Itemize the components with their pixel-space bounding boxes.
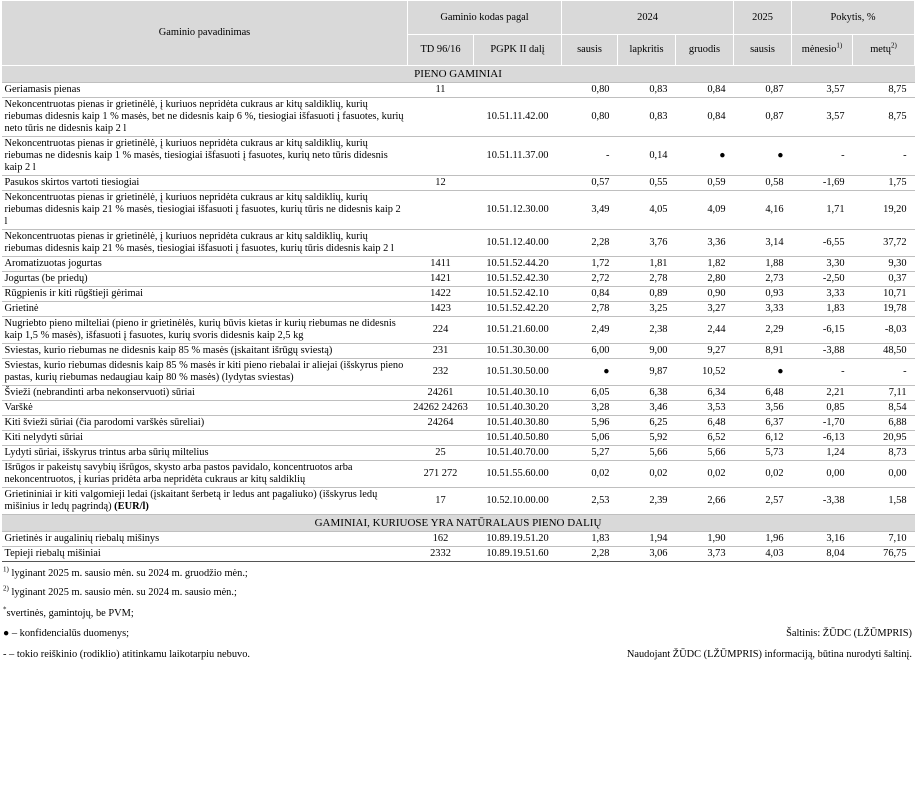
pgpk-code-cell: 10.51.21.60.00 (474, 317, 562, 344)
product-name-cell: Tepieji riebalų mišiniai (2, 547, 408, 562)
td-code-cell (408, 230, 474, 257)
price-jan-2025-cell: 0,58 (734, 176, 792, 191)
price-nov-2024-cell: 4,05 (618, 191, 676, 230)
price-jan-2024-cell: 2,28 (562, 547, 618, 562)
header-pgpk: PGPK II dalį (474, 35, 562, 66)
price-jan-2025-cell: 4,03 (734, 547, 792, 562)
table-row (2, 532, 915, 547)
yearly-change-cell: 1,75 (853, 176, 915, 191)
price-nov-2024-cell: 9,87 (618, 359, 676, 386)
pgpk-code-cell: 10.51.12.30.00 (474, 191, 562, 230)
price-nov-2024-cell: 0,02 (618, 461, 676, 488)
section-header-dairy: PIENO GAMINIAI (2, 66, 915, 83)
price-dec-2024-cell: 0,90 (676, 287, 734, 302)
yearly-change-cell: -8,03 (853, 317, 915, 344)
yearly-change-cell: 37,72 (853, 230, 915, 257)
yearly-change-cell: 19,20 (853, 191, 915, 230)
td-code-cell: 24264 (408, 416, 474, 431)
table-row (2, 176, 915, 191)
table-row (2, 386, 915, 401)
yearly-change-cell: 1,58 (853, 488, 915, 515)
price-jan-2024-cell: 2,28 (562, 230, 618, 257)
price-jan-2024-cell: ● (562, 359, 618, 386)
pgpk-code-cell: 10.51.30.50.00 (474, 359, 562, 386)
price-jan-2024-cell: 0,02 (562, 461, 618, 488)
price-jan-2024-cell: 2,78 (562, 302, 618, 317)
price-nov-2024-cell: 0,89 (618, 287, 676, 302)
price-jan-2025-cell: 0,87 (734, 98, 792, 137)
price-jan-2024-cell: 1,83 (562, 532, 618, 547)
product-name-cell: Kiti nelydyti sūriai (2, 431, 408, 446)
price-dec-2024-cell: 3,53 (676, 401, 734, 416)
product-name-cell: Sviestas, kurio riebumas ne didesnis kaip 85 % masės (įskaitant išrūgų sviestą) (2, 344, 408, 359)
monthly-change-cell: 0,00 (792, 461, 853, 488)
td-code-cell (408, 431, 474, 446)
monthly-change-cell: -1,70 (792, 416, 853, 431)
yearly-change-cell: 48,50 (853, 344, 915, 359)
price-dec-2024-cell: 2,80 (676, 272, 734, 287)
table-row (2, 191, 915, 230)
product-name-cell: Geriamasis pienas (2, 83, 408, 98)
pgpk-code-cell: 10.51.52.42.20 (474, 302, 562, 317)
price-jan-2024-cell: 3,49 (562, 191, 618, 230)
td-code-cell (408, 98, 474, 137)
product-name-cell: Lydyti sūriai, išskyrus trintus arba sūrių miltelius (2, 446, 408, 461)
table-row (2, 83, 915, 98)
monthly-change-cell: -6,13 (792, 431, 853, 446)
yearly-change-cell: 0,37 (853, 272, 915, 287)
td-code-cell: 1423 (408, 302, 474, 317)
monthly-change-cell: - (792, 359, 853, 386)
pgpk-code-cell (474, 176, 562, 191)
monthly-change-cell: 1,24 (792, 446, 853, 461)
table-row (2, 344, 915, 359)
td-code-cell: 162 (408, 532, 474, 547)
product-name-cell: Nugriebto pieno milteliai (pieno ir grietinėlės, kurių būvis kietas ir kurių riebumas ne didesnis kaip 1,5 % masės), išfasuoti į fasuotes, kurių svoris didesnis kaip 2,5 kg (2, 317, 408, 344)
price-jan-2024-cell: 5,06 (562, 431, 618, 446)
section-header-natural-milk: GAMINIAI, KURIUOSE YRA NATŪRALAUS PIENO DALIŲ (2, 515, 915, 532)
product-name-cell: Nekoncentruotas pienas ir grietinėlė, į kuriuos nepridėta cukraus ar kitų saldiklių, kurių riebumas didesnis kaip 21 % masės, tiesiogiai išfasuoti į fasuotes, kurių tūris ne didesnis kaip 2 l (2, 191, 408, 230)
price-dec-2024-cell: 10,52 (676, 359, 734, 386)
td-code-cell: 24262 24263 (408, 401, 474, 416)
price-dec-2024-cell: 0,02 (676, 461, 734, 488)
price-nov-2024-cell: 9,00 (618, 344, 676, 359)
pgpk-code-cell: 10.51.11.37.00 (474, 137, 562, 176)
product-name-cell: Aromatizuotas jogurtas (2, 257, 408, 272)
monthly-change-cell: 0,85 (792, 401, 853, 416)
td-code-cell: 12 (408, 176, 474, 191)
product-name-cell: Rūgpienis ir kiti rūgštieji gėrimai (2, 287, 408, 302)
monthly-change-cell: 1,71 (792, 191, 853, 230)
header-monthly: mėnesio$^{1)}$ (792, 35, 853, 66)
monthly-change-cell: 1,83 (792, 302, 853, 317)
yearly-change-cell: 8,75 (853, 83, 915, 98)
footnote-2: $^{2)}$ lyginant 2025 m. sausio mėn. su 2024 m. sausio mėn.; (3, 584, 237, 598)
pgpk-code-cell: 10.51.40.50.80 (474, 431, 562, 446)
price-nov-2024-cell: 0,83 (618, 83, 676, 98)
product-name-cell: Varškė (2, 401, 408, 416)
product-name-cell: Grietinė (2, 302, 408, 317)
price-nov-2024-cell: 2,78 (618, 272, 676, 287)
price-dec-2024-cell: 1,90 (676, 532, 734, 547)
price-nov-2024-cell: 2,39 (618, 488, 676, 515)
price-nov-2024-cell: 5,92 (618, 431, 676, 446)
yearly-change-cell: 9,30 (853, 257, 915, 272)
price-jan-2025-cell: 2,73 (734, 272, 792, 287)
header-yearly: metų$^{2)}$ (853, 35, 915, 66)
table-row (2, 488, 915, 515)
td-code-cell (408, 137, 474, 176)
product-name-cell: Sviestas, kurio riebumas didesnis kaip 85 % masės ir kiti pieno riebalai ir aliejai (išskyrus pieno pastas, kurių riebumas nedaugiau kaip 80 % masės) (lydytas sviestas) (2, 359, 408, 386)
monthly-change-cell: -1,69 (792, 176, 853, 191)
header-year-2025: 2025 (734, 1, 792, 35)
td-code-cell: 1421 (408, 272, 474, 287)
td-code-cell (408, 191, 474, 230)
price-nov-2024-cell: 1,94 (618, 532, 676, 547)
yearly-change-cell: 10,71 (853, 287, 915, 302)
td-code-cell: 271 272 (408, 461, 474, 488)
footnote-3: *svertinės, gamintojų, be PVM; (3, 605, 134, 619)
price-jan-2024-cell: 6,00 (562, 344, 618, 359)
monthly-change-cell: 3,57 (792, 98, 853, 137)
td-code-cell: 24261 (408, 386, 474, 401)
monthly-change-cell: - (792, 137, 853, 176)
price-jan-2024-cell: 5,27 (562, 446, 618, 461)
yearly-change-cell: - (853, 359, 915, 386)
price-dec-2024-cell: 2,66 (676, 488, 734, 515)
price-jan-2025-cell: 4,16 (734, 191, 792, 230)
product-name-cell: Išrūgos ir pakeistų savybių išrūgos, skysto arba pastos pavidalo, koncentruotos arba nekoncentruotos, į kurias pridėta arba nepridėta cukraus ar kitų saldiklių (2, 461, 408, 488)
monthly-change-cell: 3,33 (792, 287, 853, 302)
yearly-change-cell: 0,00 (853, 461, 915, 488)
yearly-change-cell: 8,75 (853, 98, 915, 137)
yearly-change-cell: 8,54 (853, 401, 915, 416)
price-jan-2024-cell: 1,72 (562, 257, 618, 272)
price-dec-2024-cell: 6,52 (676, 431, 734, 446)
price-jan-2025-cell: 0,93 (734, 287, 792, 302)
header-jan-2024: sausis (562, 35, 618, 66)
product-name-cell: Jogurtas (be priedų) (2, 272, 408, 287)
monthly-change-cell: -3,38 (792, 488, 853, 515)
pgpk-code-cell (474, 83, 562, 98)
source: Šaltinis: ŽŪDC (LŽŪMPRIS) (786, 628, 912, 639)
header-td: TD 96/16 (408, 35, 474, 66)
yearly-change-cell: 8,73 (853, 446, 915, 461)
price-dec-2024-cell: 5,66 (676, 446, 734, 461)
price-dec-2024-cell: 3,27 (676, 302, 734, 317)
price-jan-2025-cell: 6,48 (734, 386, 792, 401)
price-nov-2024-cell: 3,25 (618, 302, 676, 317)
yearly-change-cell: 76,75 (853, 547, 915, 562)
price-jan-2025-cell: 0,87 (734, 83, 792, 98)
price-nov-2024-cell: 6,25 (618, 416, 676, 431)
price-jan-2024-cell: 6,05 (562, 386, 618, 401)
td-code-cell: 232 (408, 359, 474, 386)
header-change-group: Pokytis, % (792, 1, 915, 35)
yearly-change-cell: 7,10 (853, 532, 915, 547)
price-jan-2025-cell: 6,37 (734, 416, 792, 431)
product-name-cell: Švieži (nebrandinti arba nekonservuoti) sūriai (2, 386, 408, 401)
price-jan-2025-cell: 0,02 (734, 461, 792, 488)
table-row (2, 401, 915, 416)
td-code-cell: 1411 (408, 257, 474, 272)
price-jan-2024-cell: - (562, 137, 618, 176)
pgpk-code-cell: 10.89.19.51.60 (474, 547, 562, 562)
table-body (2, 66, 915, 562)
price-dec-2024-cell: 4,09 (676, 191, 734, 230)
pgpk-code-cell: 10.51.52.44.20 (474, 257, 562, 272)
price-jan-2024-cell: 0,80 (562, 83, 618, 98)
header-row-1 (2, 1, 915, 35)
td-code-cell: 231 (408, 344, 474, 359)
pgpk-code-cell: 10.51.52.42.10 (474, 287, 562, 302)
table-row (2, 547, 915, 562)
price-jan-2025-cell: 2,29 (734, 317, 792, 344)
price-jan-2024-cell: 2,72 (562, 272, 618, 287)
table-row (2, 431, 915, 446)
price-jan-2024-cell: 0,80 (562, 98, 618, 137)
td-code-cell: 2332 (408, 547, 474, 562)
price-nov-2024-cell: 1,81 (618, 257, 676, 272)
table-row (2, 359, 915, 386)
price-dec-2024-cell: ● (676, 137, 734, 176)
monthly-change-cell: -2,50 (792, 272, 853, 287)
header-dec-2024: gruodis (676, 35, 734, 66)
price-dec-2024-cell: 6,34 (676, 386, 734, 401)
price-nov-2024-cell: 3,76 (618, 230, 676, 257)
td-code-cell: 11 (408, 83, 474, 98)
table-row (2, 98, 915, 137)
pgpk-code-cell: 10.51.40.30.20 (474, 401, 562, 416)
pgpk-code-cell: 10.52.10.00.00 (474, 488, 562, 515)
source-note: Naudojant ŽŪDC (LŽŪMPRIS) informaciją, būtina nurodyti šaltinį. (626, 649, 912, 660)
pgpk-code-cell: 10.51.40.70.00 (474, 446, 562, 461)
pgpk-code-cell: 10.51.55.60.00 (474, 461, 562, 488)
product-name-cell: Nekoncentruotas pienas ir grietinėlė, į kuriuos nepridėta cukraus ar kitų saldiklių, kurių riebumas ne didesnis kaip 1 % masės, tiesiogiai išfasuoti į fasuotes, kurių neto tūris didesnis kaip 2 l (2, 137, 408, 176)
price-nov-2024-cell: 0,55 (618, 176, 676, 191)
price-jan-2024-cell: 2,49 (562, 317, 618, 344)
monthly-change-cell: 3,30 (792, 257, 853, 272)
yearly-change-cell: 20,95 (853, 431, 915, 446)
yearly-change-cell: 7,11 (853, 386, 915, 401)
td-code-cell: 224 (408, 317, 474, 344)
table-row (2, 137, 915, 176)
price-dec-2024-cell: 0,59 (676, 176, 734, 191)
product-name-cell: Nekoncentruotas pienas ir grietinėlė, į kuriuos nepridėta cukraus ar kitų saldiklių, kurių riebumas didesnis kaip 21 % masės, tiesiogiai išfasuoti į fasuotes, kurių tūris didesnis kaip 2 l (2, 230, 408, 257)
price-jan-2025-cell: 3,56 (734, 401, 792, 416)
price-jan-2025-cell: 3,14 (734, 230, 792, 257)
dairy-prices-table (1, 0, 915, 562)
td-code-cell: 1422 (408, 287, 474, 302)
table-row (2, 317, 915, 344)
price-nov-2024-cell: 0,14 (618, 137, 676, 176)
monthly-change-cell: 3,57 (792, 83, 853, 98)
pgpk-code-cell: 10.51.30.30.00 (474, 344, 562, 359)
pgpk-code-cell: 10.51.40.30.80 (474, 416, 562, 431)
yearly-change-cell: 19,78 (853, 302, 915, 317)
price-jan-2024-cell: 3,28 (562, 401, 618, 416)
price-jan-2025-cell: 5,73 (734, 446, 792, 461)
table-row (2, 230, 915, 257)
table-row (2, 446, 915, 461)
table-row (2, 416, 915, 431)
header-code-group: Gaminio kodas pagal (408, 1, 562, 35)
yearly-change-cell: - (853, 137, 915, 176)
price-jan-2025-cell: 6,12 (734, 431, 792, 446)
price-jan-2024-cell: 0,84 (562, 287, 618, 302)
product-name-cell: Nekoncentruotas pienas ir grietinėlė, į kuriuos nepridėta cukraus ar kitų saldiklių, kurių riebumas didesnis kaip 1 % masės, bet ne didesnis kaip 6 %, tiesiogiai išfasuoti į fasuotes, kurių neto tūris ne didesnis kaip 2 l (2, 98, 408, 137)
product-name-cell: Pasukos skirtos vartoti tiesiogiai (2, 176, 408, 191)
price-nov-2024-cell: 6,38 (618, 386, 676, 401)
td-code-cell: 25 (408, 446, 474, 461)
price-jan-2025-cell: ● (734, 359, 792, 386)
price-dec-2024-cell: 0,84 (676, 83, 734, 98)
price-dec-2024-cell: 3,73 (676, 547, 734, 562)
footnote-confidential: ● – konfidencialūs duomenys; (3, 628, 130, 639)
price-dec-2024-cell: 9,27 (676, 344, 734, 359)
footnote-none: - – tokio reiškinio (rodiklio) atitinkamu laikotarpiu nebuvo. (3, 649, 251, 660)
header-nov-2024: lapkritis (618, 35, 676, 66)
product-name-cell: Grietininiai ir kiti valgomieji ledai (įskaitant šerbetą ir ledus ant pagaliuko) (išskyrus ledų mišinius ir ledų pagrindą) (EUR/l) (2, 488, 408, 515)
header-name: Gaminio pavadinimas (2, 1, 408, 66)
price-dec-2024-cell: 3,36 (676, 230, 734, 257)
table-row (2, 302, 915, 317)
table-row (2, 287, 915, 302)
pgpk-code-cell: 10.89.19.51.20 (474, 532, 562, 547)
price-jan-2025-cell: 8,91 (734, 344, 792, 359)
table-row (2, 257, 915, 272)
price-jan-2024-cell: 0,57 (562, 176, 618, 191)
footnote-1: $^{1)}$ lyginant 2025 m. sausio mėn. su 2024 m. gruodžio mėn.; (3, 565, 248, 579)
price-dec-2024-cell: 6,48 (676, 416, 734, 431)
price-nov-2024-cell: 0,83 (618, 98, 676, 137)
price-dec-2024-cell: 0,84 (676, 98, 734, 137)
price-report (1, 0, 914, 668)
price-jan-2025-cell: 1,96 (734, 532, 792, 547)
monthly-change-cell: 2,21 (792, 386, 853, 401)
price-jan-2025-cell: 2,57 (734, 488, 792, 515)
yearly-change-cell: 6,88 (853, 416, 915, 431)
header-year-2024: 2024 (562, 1, 734, 35)
pgpk-code-cell: 10.51.11.42.00 (474, 98, 562, 137)
price-dec-2024-cell: 1,82 (676, 257, 734, 272)
price-jan-2025-cell: 3,33 (734, 302, 792, 317)
price-nov-2024-cell: 3,06 (618, 547, 676, 562)
pgpk-code-cell: 10.51.52.42.30 (474, 272, 562, 287)
footnotes (1, 565, 914, 668)
price-jan-2024-cell: 5,96 (562, 416, 618, 431)
price-jan-2024-cell: 2,53 (562, 488, 618, 515)
monthly-change-cell: 8,04 (792, 547, 853, 562)
price-nov-2024-cell: 2,38 (618, 317, 676, 344)
pgpk-code-cell: 10.51.12.40.00 (474, 230, 562, 257)
price-nov-2024-cell: 3,46 (618, 401, 676, 416)
header-jan-2025: sausis (734, 35, 792, 66)
price-jan-2025-cell: ● (734, 137, 792, 176)
table-row (2, 461, 915, 488)
price-jan-2025-cell: 1,88 (734, 257, 792, 272)
table-row (2, 272, 915, 287)
td-code-cell: 17 (408, 488, 474, 515)
product-name-cell: Grietinės ir augalinių riebalų mišinys (2, 532, 408, 547)
price-dec-2024-cell: 2,44 (676, 317, 734, 344)
price-nov-2024-cell: 5,66 (618, 446, 676, 461)
monthly-change-cell: -6,55 (792, 230, 853, 257)
monthly-change-cell: 3,16 (792, 532, 853, 547)
pgpk-code-cell: 10.51.40.30.10 (474, 386, 562, 401)
product-name-cell: Kiti švieži sūriai (čia parodomi varškės sūreliai) (2, 416, 408, 431)
monthly-change-cell: -6,15 (792, 317, 853, 344)
monthly-change-cell: -3,88 (792, 344, 853, 359)
